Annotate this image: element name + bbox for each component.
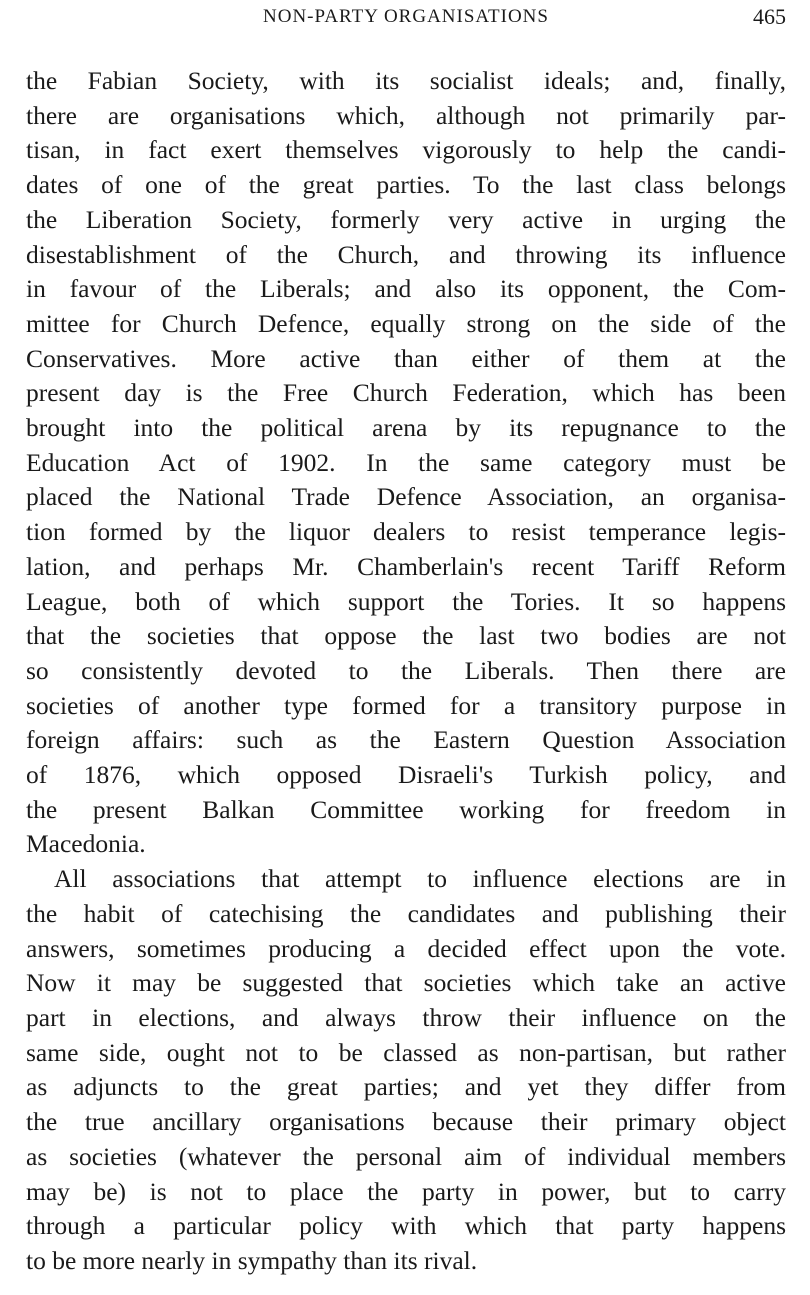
text-line: Now it may be suggested that societies which take an active (26, 968, 786, 998)
body-text (26, 64, 786, 1279)
text-line: placed the National Trade Defence Association, an organisa- (26, 482, 786, 512)
text-line: Macedonia. (26, 829, 146, 859)
text-line: same side, ought not to be classed as non-partisan, but rather (26, 1037, 786, 1067)
running-head (26, 4, 786, 38)
text-line: the Fabian Society, with its socialist ideals; and, finally, (26, 66, 786, 95)
text-line: the Liberation Society, formerly very active in urging the (26, 204, 786, 234)
text-line: tion formed by the liquor dealers to resist temperance legis- (26, 517, 786, 547)
text-line: brought into the political arena by its repugnance to the (26, 413, 786, 443)
text-line: All associations that attempt to influence elections are in (54, 864, 786, 894)
text-line: that the societies that oppose the last two bodies are not (26, 621, 786, 651)
text-line: Education Act of 1902. In the same category must be (26, 447, 786, 477)
text-line: tisan, in fact exert themselves vigorously to help the candi- (26, 135, 786, 165)
text-line: of 1876, which opposed Disraeli's Turkish policy, and (26, 760, 786, 790)
text-line: so consistently devoted to the Liberals. Then there are (26, 655, 786, 685)
paragraph (26, 64, 786, 862)
text-line: disestablishment of the Church, and throwing its influence (26, 239, 786, 269)
text-line: to be more nearly in sympathy than its rival. (26, 1245, 478, 1275)
text-line: part in elections, and always throw their influence on the (26, 1002, 786, 1032)
running-title: NON-PARTY ORGANISATIONS (263, 6, 549, 27)
text-line: as adjuncts to the great parties; and yet they differ from (26, 1072, 786, 1102)
text-line: may be) is not to place the party in power, but to carry (26, 1176, 786, 1206)
text-line: societies of another type formed for a transitory purpose in (26, 690, 786, 720)
paragraph (26, 862, 786, 1278)
text-line: dates of one of the great parties. To the last class belongs (26, 170, 786, 200)
text-line: Conservatives. More active than either of them at the (26, 343, 786, 373)
text-line: in favour of the Liberals; and also its opponent, the Com- (26, 274, 786, 304)
text-line: through a particular policy with which that party happens (26, 1211, 786, 1241)
text-line: the true ancillary organisations because their primary object (26, 1107, 786, 1137)
book-page (26, 4, 786, 1279)
text-line: as societies (whatever the personal aim of individual members (26, 1141, 786, 1171)
text-line: answers, sometimes producing a decided effect upon the vote. (26, 933, 786, 963)
page-number: 465 (753, 4, 786, 29)
text-line: mittee for Church Defence, equally strong on the side of the (26, 308, 786, 338)
text-line: League, both of which support the Tories. It so happens (26, 586, 786, 616)
text-line: present day is the Free Church Federation, which has been (26, 378, 786, 408)
text-line: there are organisations which, although not primarily par- (26, 100, 786, 130)
text-line: lation, and perhaps Mr. Chamberlain's recent Tariff Reform (26, 551, 786, 581)
text-line: the habit of catechising the candidates and publishing their (26, 898, 786, 928)
text-line: the present Balkan Committee working for freedom in (26, 794, 786, 824)
text-line: foreign affairs: such as the Eastern Question Association (26, 725, 786, 755)
